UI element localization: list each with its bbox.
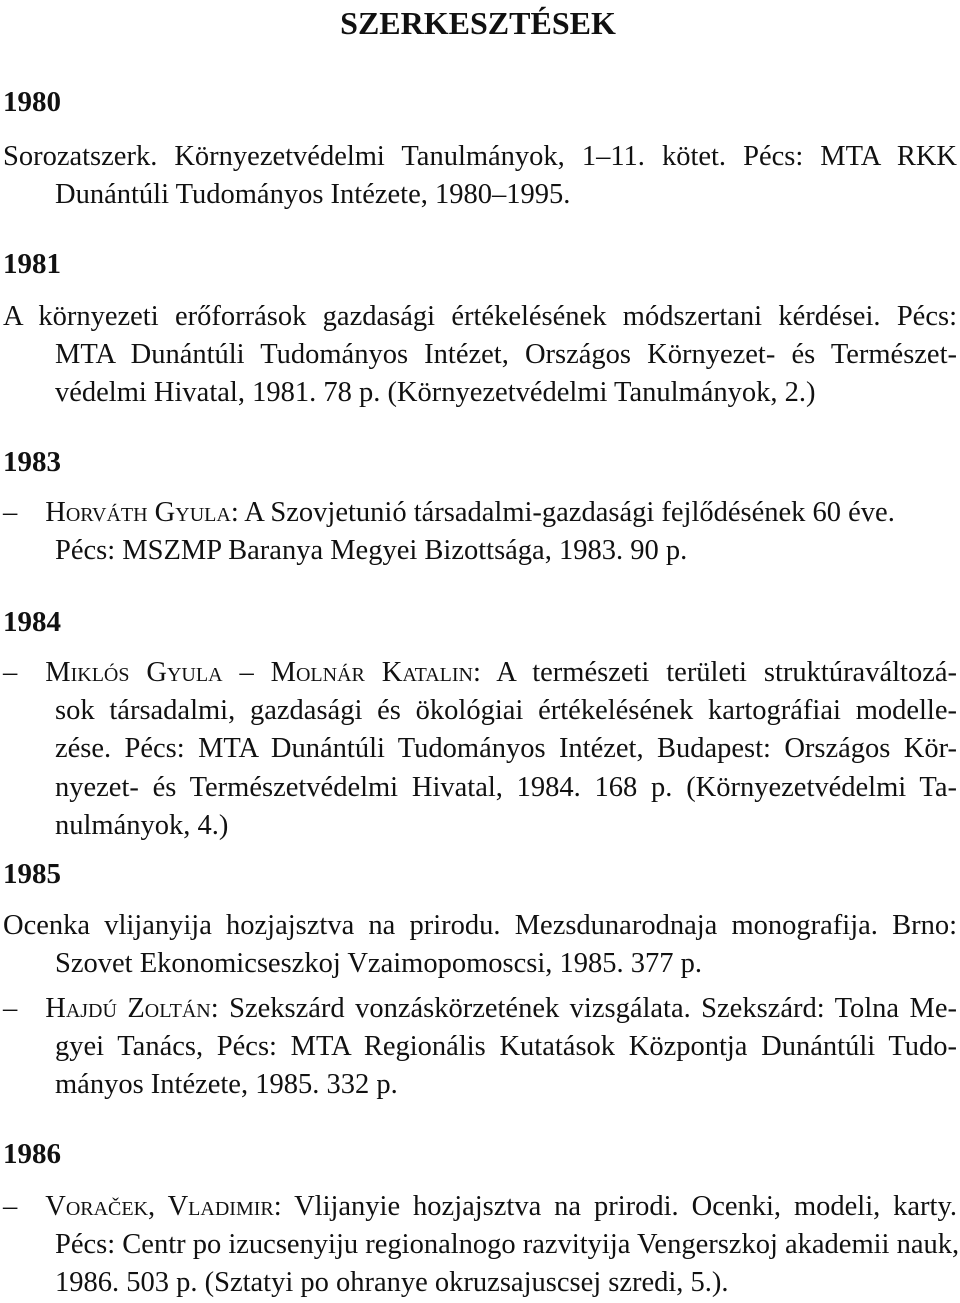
year-heading-1986: 1986 <box>3 1138 61 1170</box>
author-name: Horváth Gyula <box>45 497 231 528</box>
entry-dash: – <box>3 497 18 528</box>
entry-first-line <box>3 1188 957 1226</box>
entry-dash: – <box>3 1191 18 1222</box>
entry-line: A környezeti erőforrások gazdasági értékelésének módszertani kérdései. Pécs: <box>3 301 957 332</box>
author-name: Miklós Gyula – Molnár Katalin <box>45 657 473 688</box>
author-name: Voraček, Vladimir <box>45 1191 274 1222</box>
bibliography-entry <box>3 138 957 214</box>
entry-line: zése. Pécs: MTA Dunántúli Tudományos Intézet, Budapest: Országos Kör- <box>55 733 957 765</box>
entry-line: gyei Tanács, Pécs: MTA Regionális Kutatások Központja Dunántúli Tudo- <box>55 1031 957 1063</box>
bibliography-entry <box>3 654 957 845</box>
entry-line: : Szekszárd vonzáskörzetének vizsgálata. Szekszárd: Tolna Me- <box>210 993 957 1024</box>
entry-line: Dunántúli Tudományos Intézete, 1980–1995. <box>55 179 571 211</box>
entry-line: Szovet Ekonomicseszkoj Vzaimopomoscsi, 1985. 377 p. <box>55 948 702 980</box>
entry-line: Ocenka vlijanyija hozjajsztva na prirodu. Mezsdunarodnaja monografija. Brno: <box>3 910 957 941</box>
bibliography-entry <box>3 1188 960 1303</box>
entry-line: Pécs: Centr po izucsenyiju regionalnogo razvityija Vengerszkoj akademii nauk, <box>55 1229 960 1261</box>
year-heading-1985: 1985 <box>3 858 61 890</box>
entry-first-line <box>3 654 957 692</box>
entry-first-line <box>3 990 957 1028</box>
entry-line: Sorozatszerk. Környezetvédelmi Tanulmányok, 1–11. kötet. Pécs: MTA RKK <box>3 141 957 172</box>
page-title: SZERKESZTÉSEK <box>340 5 616 41</box>
entry-line: sok társadalmi, gazdasági és ökológiai értékelésének kartográfiai modelle- <box>55 695 957 727</box>
entry-line: 1986. 503 p. (Sztatyi po ohranye okruzsajuscsej szredi, 5.). <box>55 1267 729 1299</box>
author-name: Hajdú Zoltán <box>45 993 211 1024</box>
entry-line: mányos Intézete, 1985. 332 p. <box>55 1069 398 1101</box>
entry-dash: – <box>3 993 18 1024</box>
bibliography-entry <box>3 990 957 1105</box>
year-heading-1984: 1984 <box>3 606 61 638</box>
entry-line: Pécs: MSZMP Baranya Megyei Bizottsága, 1983. 90 p. <box>55 535 688 567</box>
bibliography-entry <box>3 907 957 983</box>
bibliography-entry <box>3 494 957 570</box>
bibliography-entry <box>3 298 957 413</box>
entry-line: nyezet- és Természetvédelmi Hivatal, 1984. 168 p. (Környezetvédelmi Ta- <box>55 771 957 803</box>
entry-line: : A Szovjetunió társadalmi-gazdasági fejlődésének 60 éve. <box>230 497 895 528</box>
entry-line: védelmi Hivatal, 1981. 78 p. (Környezetvédelmi Tanulmányok, 2.) <box>55 377 816 409</box>
entry-dash: – <box>3 657 18 688</box>
entry-line: MTA Dunántúli Tudományos Intézet, Országos Környezet- és Természet- <box>55 339 957 371</box>
entry-line: nulmányok, 4.) <box>55 809 229 841</box>
year-heading-1981: 1981 <box>3 248 61 280</box>
entry-first-line <box>3 494 957 532</box>
entry-line: : A természeti területi struktúraváltozá- <box>473 657 957 688</box>
year-heading-1983: 1983 <box>3 446 61 478</box>
year-heading-1980: 1980 <box>3 86 61 118</box>
entry-line: : Vlijanyie hozjajsztva na prirodi. Ocenki, modeli, karty. <box>273 1191 957 1222</box>
